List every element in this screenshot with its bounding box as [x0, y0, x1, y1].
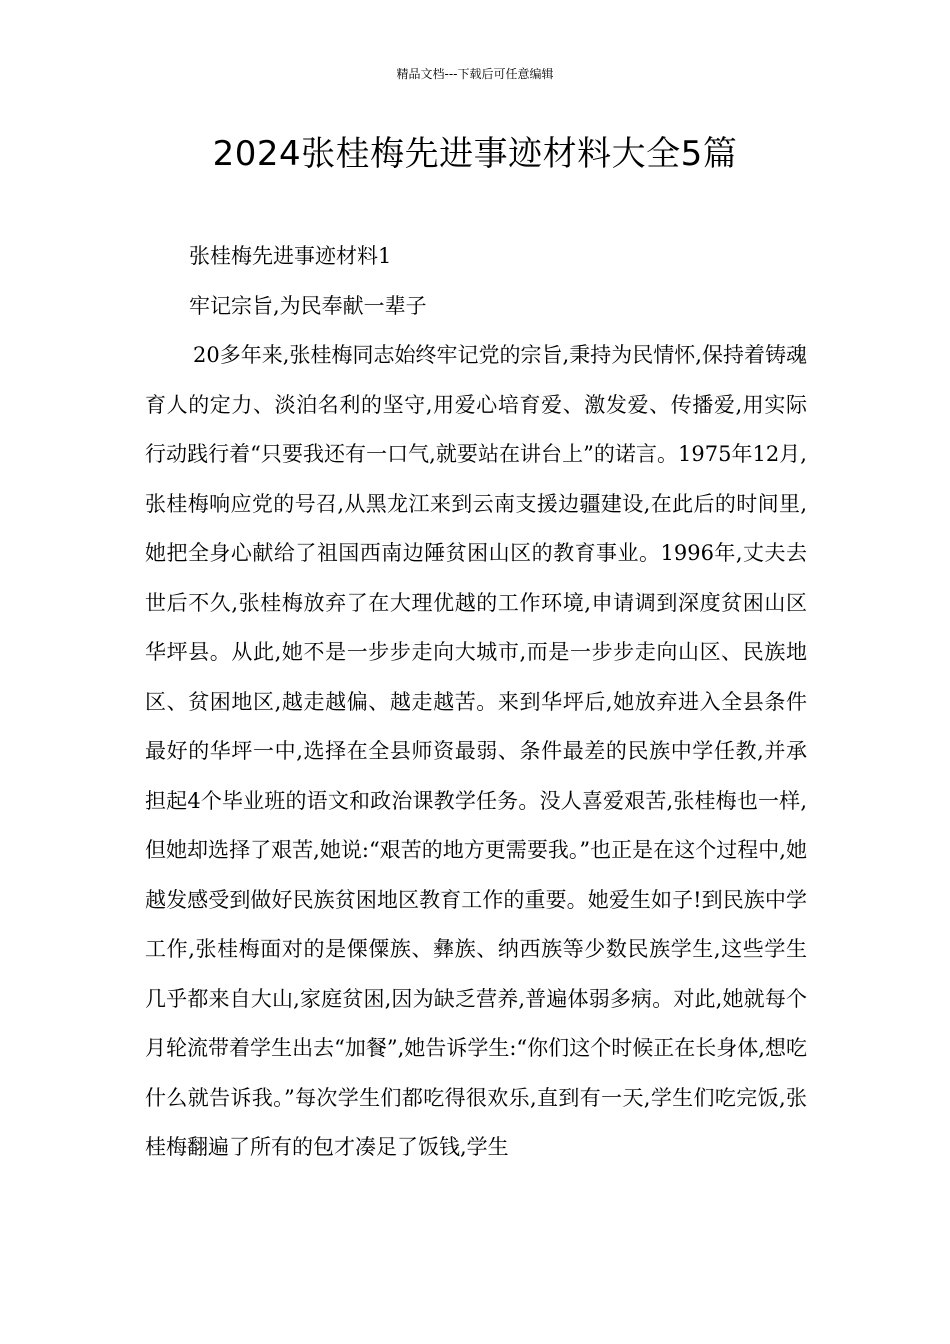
document-title: 2024张桂梅先进事迹材料大全5篇	[212, 134, 738, 174]
document-content	[145, 232, 807, 1173]
section-subtitle: 牢记宗旨,为民奉献一辈子	[189, 293, 427, 318]
header-note: 精品文档---下载后可任意编辑	[396, 67, 554, 81]
body-paragraph: 20多年来,张桂梅同志始终牢记党的宗旨,秉持为民情怀,保持着铸魂育人的定力、淡泊名利的坚守,用爱心培育爱、激发爱、传播爱,用实际行动践行着“只要我还有一口气,就要站在讲台上”的诺言。1975年12月,张桂梅响应党的号召,从黑龙江来到云南支援边疆建设,在此后的时间里,她把全身心献给了祖国西南边陲贫困山区的教育事业。1996年,丈夫去世后不久,张桂梅放弃了在大理优越的工作环境,申请调到深度贫困山区华坪县。从此,她不是一步步走向大城市,而是一步步走向山区、民族地区、贫困地区,越走越偏、越走越苦。来到华坪后,她放弃进入全县条件最好的华坪一中,选择在全县师资最弱、条件最差的民族中学任教,并承担起4个毕业班的语文和政治课教学任务。没人喜爱艰苦,张桂梅也一样,但她却选择了艰苦,她说:“艰苦的地方更需要我。”也正是在这个过程中,她越发感受到做好民族贫困地区教育工作的重要。她爱生如子!到民族中学工作,张桂梅面对的是傈僳族、彝族、纳西族等少数民族学生,这些学生几乎都来自大山,家庭贫困,因为缺乏营养,普遍体弱多病。对此,她就每个月轮流带着学生出去“加餐”,她告诉学生:“你们这个时候正在长身体,想吃什么就告诉我。”每次学生们都吃得很欢乐,直到有一天,学生们吃完饭,张桂梅翻遍了所有的包才凑足了饭钱,学生	[145, 343, 807, 1159]
section-heading: 张桂梅先进事迹材料1	[189, 244, 392, 268]
